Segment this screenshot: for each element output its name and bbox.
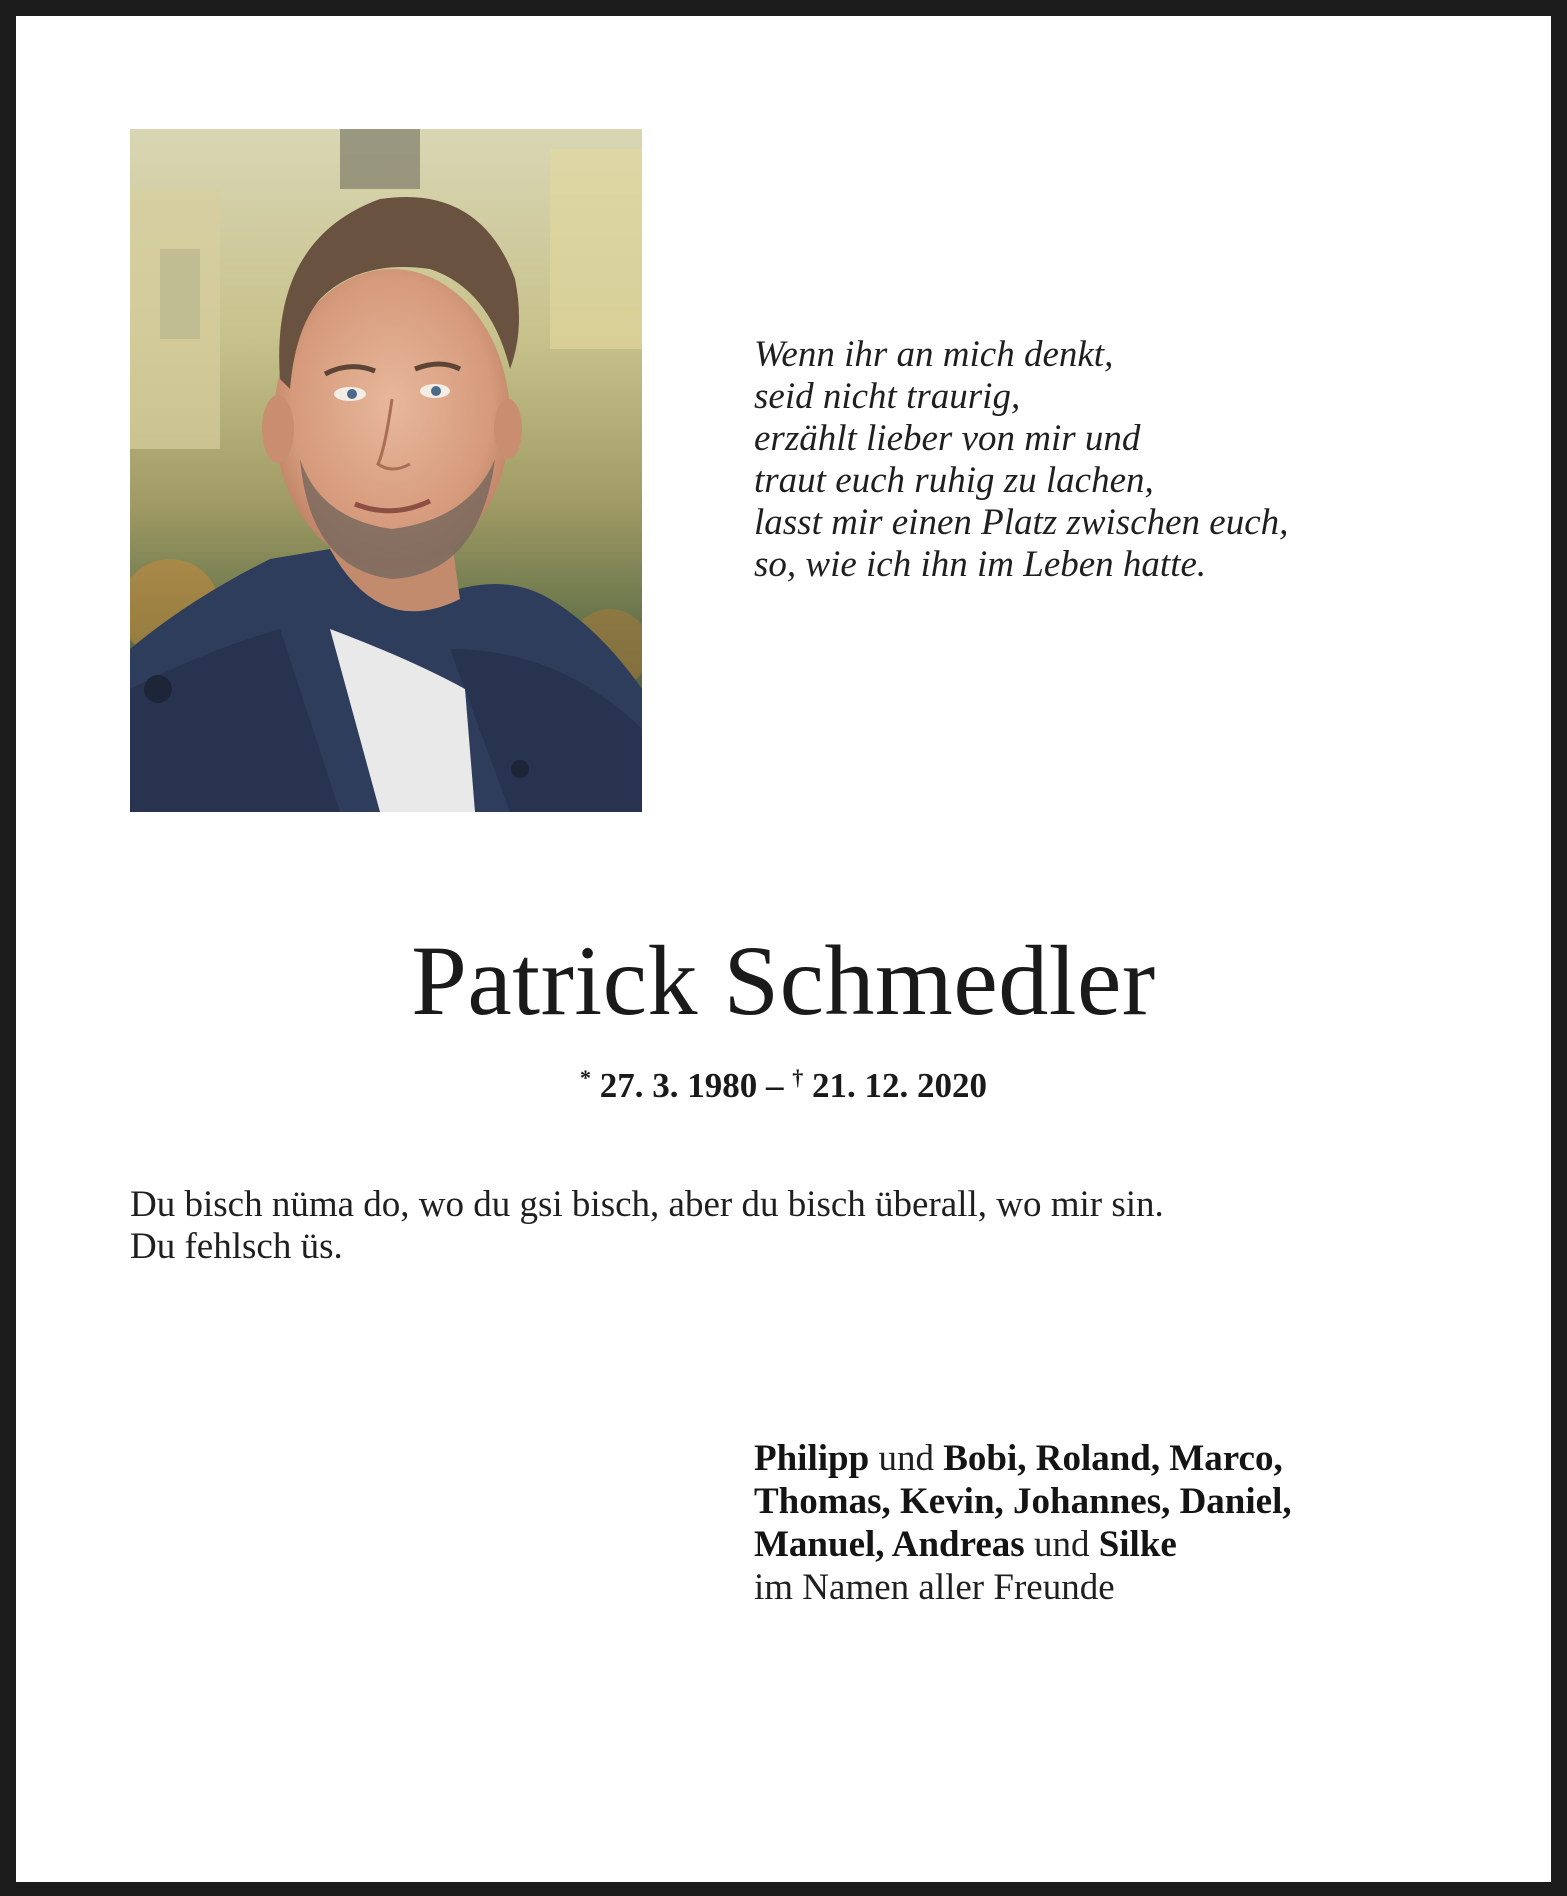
signer-names: Bobi, Roland, Marco,	[943, 1438, 1283, 1479]
poem-line: so, wie ich ihn im Leben hatte.	[754, 544, 1207, 585]
poem-line: Wenn ihr an mich denkt,	[754, 334, 1114, 375]
poem-line: lasst mir einen Platz zwischen euch,	[754, 502, 1289, 543]
signers-line	[754, 1523, 1514, 1566]
poem-line: seid nicht traurig,	[754, 376, 1021, 417]
signers	[754, 1437, 1514, 1609]
portrait-photo-icon	[130, 129, 642, 812]
portrait-photo	[130, 129, 642, 812]
message-line: Du bisch nüma do, wo du gsi bisch, aber du bisch überall, wo mir sin.	[130, 1184, 1164, 1225]
death-symbol: †	[792, 1065, 804, 1090]
signer-name: Philipp	[754, 1438, 870, 1479]
death-date: 21. 12. 2020	[812, 1066, 987, 1105]
message-line: Du fehlsch üs.	[130, 1226, 343, 1267]
poem	[754, 334, 1454, 586]
poem-line: erzählt lieber von mir und	[754, 418, 1141, 459]
date-separator: –	[757, 1066, 793, 1105]
signers-line	[754, 1480, 1514, 1523]
poem-line: traut euch ruhig zu lachen,	[754, 460, 1154, 501]
conjunction: und	[1024, 1524, 1099, 1565]
signers-line	[754, 1437, 1514, 1480]
birth-symbol: *	[580, 1065, 591, 1090]
life-dates	[0, 1056, 1567, 1108]
deceased-name: Patrick Schmedler	[411, 925, 1156, 1036]
farewell-message	[130, 1184, 1430, 1268]
conjunction: und	[869, 1438, 944, 1479]
birth-date: 27. 3. 1980	[599, 1066, 758, 1105]
signer-names: Thomas, Kevin, Johannes, Daniel,	[754, 1481, 1292, 1522]
signers-note: im Namen aller Freunde	[754, 1567, 1115, 1608]
signer-names: Manuel, Andreas	[754, 1524, 1025, 1565]
signer-name: Silke	[1098, 1524, 1177, 1565]
